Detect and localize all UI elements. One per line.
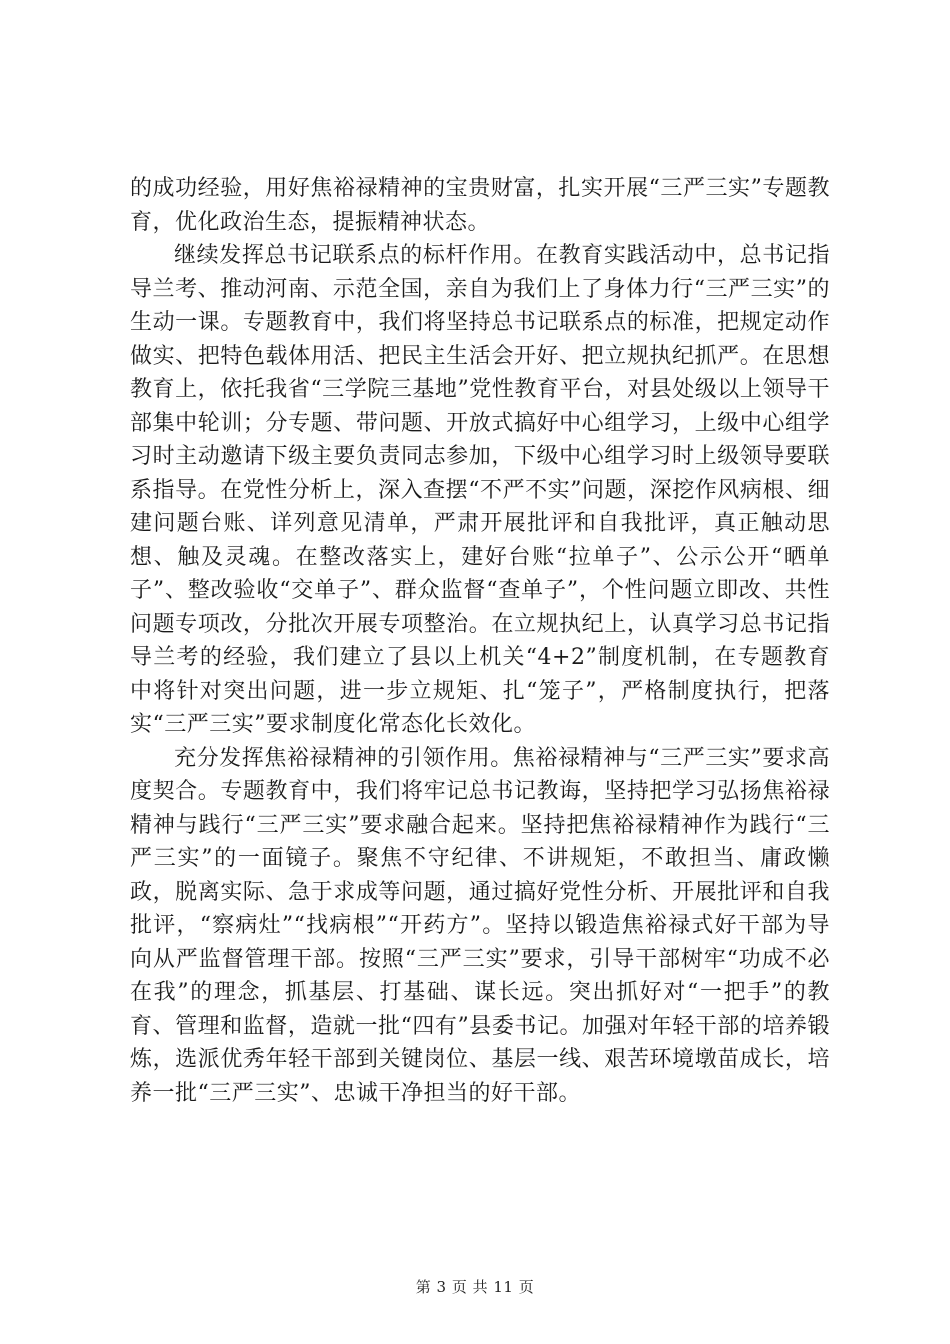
paragraph-benchmark-role: 继续发挥总书记联系点的标杆作用。在教育实践活动中，总书记指导兰考、推动河南、示范全国，亲自为我们上了身体力行“三严三实”的生动一课。专题教育中，我们将坚持总书记联系点的标准，把规定动作做实、把特色载体用活、把民主生活会开好、把立规执纪抓严。在思想教育上，依托我省“三学院三基地”党性教育平台，对县处级以上领导干部集中轮训；分专题、带问题、开放式搞好中心组学习，上级中心组学习时主动邀请下级主要负责同志参加，下级中心组学习时上级领导要联系指导。在党性分析上，深入查摆“不严不实”问题，深挖作风病根、细建问题台账、详列意见清单，严肃开展批评和自我批评，真正触动思想、触及灵魂。在整改落实上，建好台账“拉单子”、公示公开“晒单子”、整改验收“交单子”、群众监督“查单子”，个性问题立即改、共性问题专项改，分批次开展专项整治。在立规执纪上，认真学习总书记指导兰考的经验，我们建立了县以上机关“4+2”制度机制，在专题教育中将针对突出问题，进一步立规矩、扎“笼子”，严格制度执行，把落实“三严三实”要求制度化常态化长效化。	[130, 243, 830, 737]
paragraph-continuation: 的成功经验，用好焦裕禄精神的宝贵财富，扎实开展“三严三实”专题教育，优化政治生态，提振精神状态。	[130, 176, 830, 235]
page-number-footer: 第 3 页 共 11 页	[415, 1278, 535, 1296]
document-body	[130, 172, 830, 1110]
paragraph-leading-role: 充分发挥焦裕禄精神的引领作用。焦裕禄精神与“三严三实”要求高度契合。专题教育中，我们将牢记总书记教诲，坚持把学习弘扬焦裕禄精神与践行“三严三实”要求融合起来。坚持把焦裕禄精神作为践行“三严三实”的一面镜子。聚焦不守纪律、不讲规矩，不敢担当、庸政懒政，脱离实际、急于求成等问题，通过搞好党性分析、开展批评和自我批评，“察病灶”“找病根”“开药方”。坚持以锻造焦裕禄式好干部为导向从严监督管理干部。按照“三严三实”要求，引导干部树牢“功成不必在我”的理念，抓基层、打基础、谋长远。突出抓好对“一把手”的教育、管理和监督，造就一批“四有”县委书记。加强对年轻干部的培养锻炼，选派优秀年轻干部到关键岗位、基层一线、艰苦环境墩苗成长，培养一批“三严三实”、忠诚干净担当的好干部。	[130, 745, 830, 1106]
